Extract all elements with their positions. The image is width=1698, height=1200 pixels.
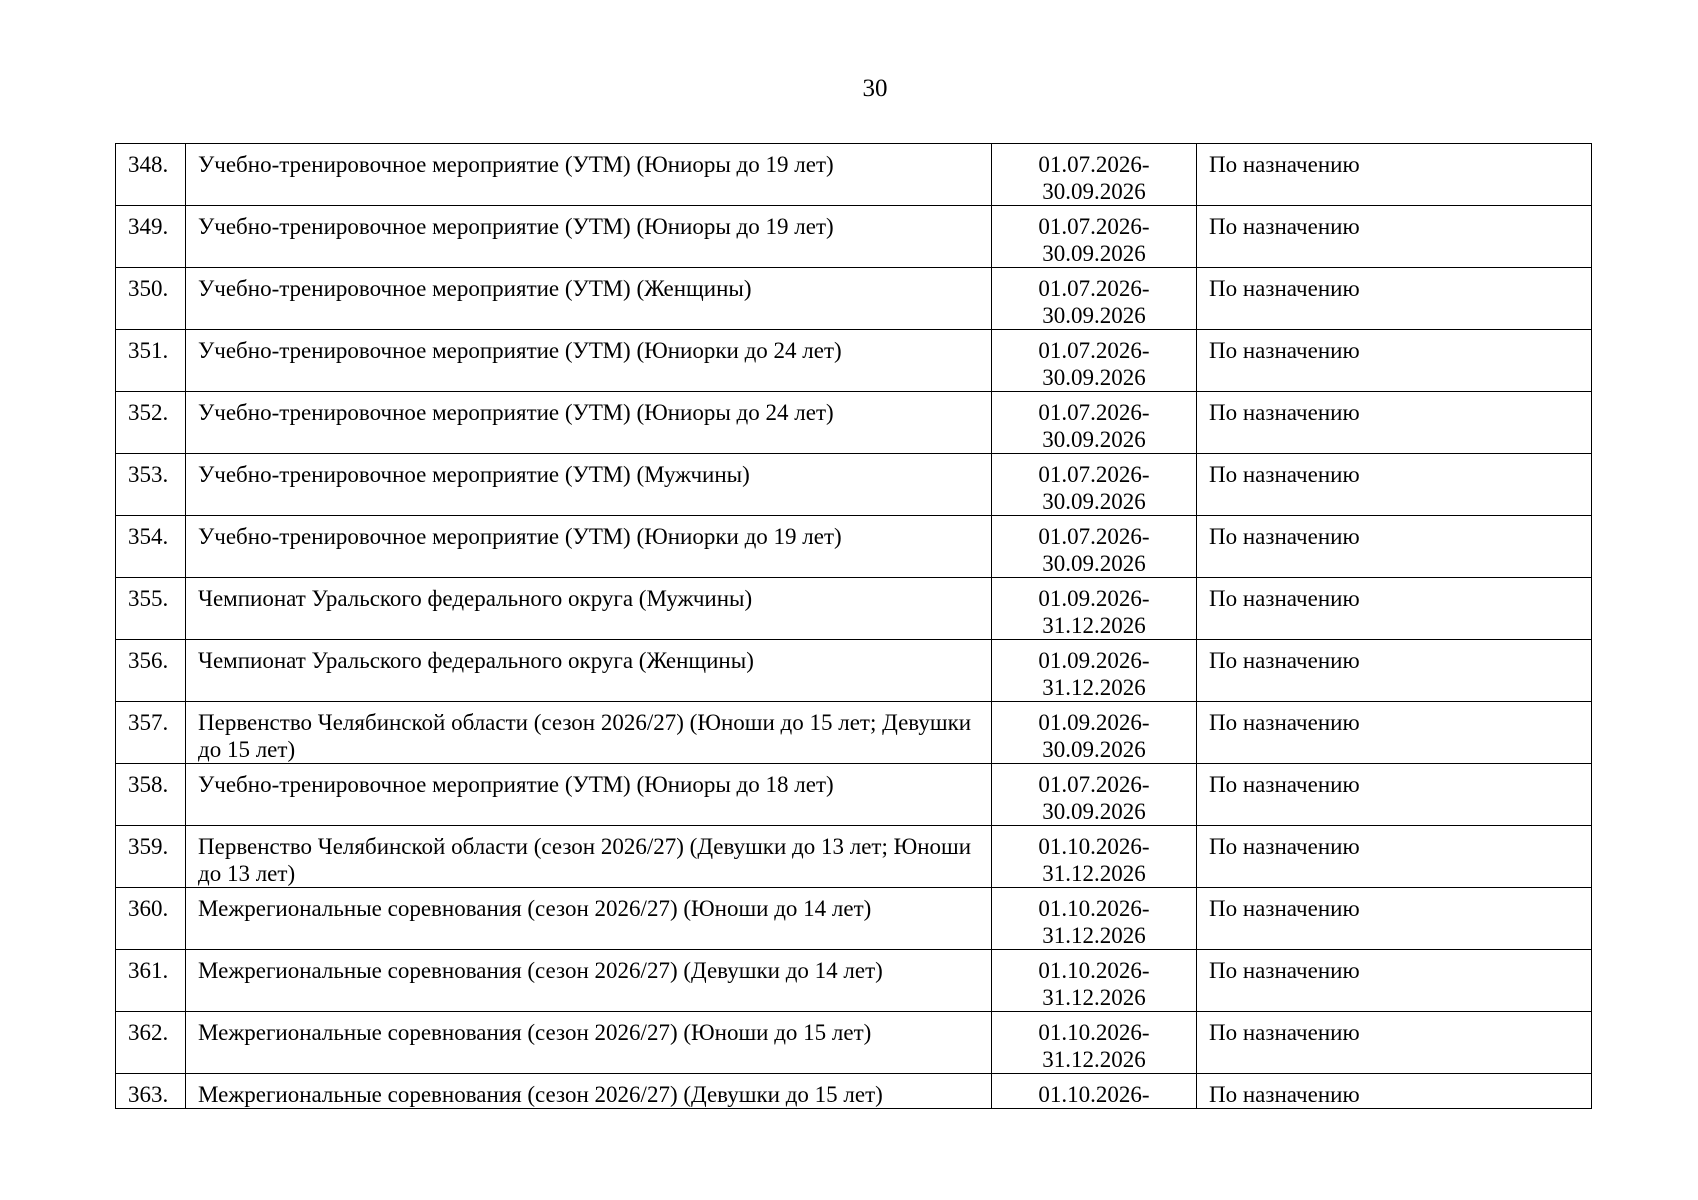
date-end: 30.09.2026 (1042, 551, 1146, 576)
date-start: 01.07.2026- (1038, 338, 1150, 363)
event-name: Учебно-тренировочное мероприятие (УТМ) (Женщины) (186, 268, 992, 330)
event-place: По назначению (1197, 888, 1592, 950)
row-number: 362. (116, 1012, 186, 1074)
date-start: 01.07.2026- (1038, 772, 1150, 797)
event-dates (992, 950, 1197, 1012)
event-place: По назначению (1197, 1074, 1592, 1109)
event-name: Чемпионат Уральского федерального округа (Мужчины) (186, 578, 992, 640)
table-row (116, 268, 1592, 330)
table-row (116, 1074, 1592, 1109)
row-number: 355. (116, 578, 186, 640)
event-dates (992, 702, 1197, 764)
date-end: 31.12.2026 (1042, 1047, 1146, 1072)
table-row (116, 764, 1592, 826)
row-number: 349. (116, 206, 186, 268)
table-row (116, 144, 1592, 206)
event-name: Межрегиональные соревнования (сезон 2026/27) (Девушки до 14 лет) (186, 950, 992, 1012)
event-dates (992, 826, 1197, 888)
date-end: 30.09.2026 (1042, 365, 1146, 390)
events-table (115, 143, 1592, 1109)
row-number: 356. (116, 640, 186, 702)
date-end: 31.12.2026 (1042, 923, 1146, 948)
event-dates (992, 330, 1197, 392)
event-dates (992, 640, 1197, 702)
event-dates (992, 144, 1197, 206)
table-row (116, 826, 1592, 888)
event-name: Учебно-тренировочное мероприятие (УТМ) (Юниорки до 19 лет) (186, 516, 992, 578)
event-name: Учебно-тренировочное мероприятие (УТМ) (Юниоры до 19 лет) (186, 144, 992, 206)
table-row (116, 578, 1592, 640)
event-name: Первенство Челябинской области (сезон 2026/27) (Юноши до 15 лет; Девушки до 15 лет) (186, 702, 992, 764)
row-number: 351. (116, 330, 186, 392)
date-start: 01.07.2026- (1038, 462, 1150, 487)
date-start: 01.09.2026- (1038, 710, 1150, 735)
row-number: 348. (116, 144, 186, 206)
date-end: 31.12.2026 (1042, 861, 1146, 886)
event-place: По назначению (1197, 268, 1592, 330)
event-dates (992, 206, 1197, 268)
date-start: 01.09.2026- (1038, 586, 1150, 611)
date-end: 30.09.2026 (1042, 489, 1146, 514)
table-row (116, 516, 1592, 578)
row-number: 360. (116, 888, 186, 950)
date-end: 30.09.2026 (1042, 179, 1146, 204)
date-end: 30.09.2026 (1042, 427, 1146, 452)
row-number: 361. (116, 950, 186, 1012)
event-place: По назначению (1197, 578, 1592, 640)
row-number: 357. (116, 702, 186, 764)
event-place: По назначению (1197, 826, 1592, 888)
date-start: 01.07.2026- (1038, 276, 1150, 301)
event-place: По назначению (1197, 392, 1592, 454)
table-row (116, 206, 1592, 268)
event-name: Межрегиональные соревнования (сезон 2026/27) (Юноши до 15 лет) (186, 1012, 992, 1074)
event-name: Межрегиональные соревнования (сезон 2026/27) (Юноши до 14 лет) (186, 888, 992, 950)
event-dates (992, 454, 1197, 516)
event-place: По назначению (1197, 206, 1592, 268)
date-end: 30.09.2026 (1042, 737, 1146, 762)
event-place: По назначению (1197, 702, 1592, 764)
event-place: По назначению (1197, 330, 1592, 392)
date-start: 01.10.2026- (1038, 958, 1150, 983)
row-number: 363. (116, 1074, 186, 1109)
row-number: 354. (116, 516, 186, 578)
table-row (116, 950, 1592, 1012)
date-end: 30.09.2026 (1042, 799, 1146, 824)
table-row (116, 888, 1592, 950)
row-number: 352. (116, 392, 186, 454)
event-place: По назначению (1197, 144, 1592, 206)
event-name: Учебно-тренировочное мероприятие (УТМ) (Юниоры до 19 лет) (186, 206, 992, 268)
date-start: 01.07.2026- (1038, 400, 1150, 425)
date-end: 31.12.2026 (1042, 985, 1146, 1010)
event-name: Чемпионат Уральского федерального округа (Женщины) (186, 640, 992, 702)
event-dates (992, 516, 1197, 578)
event-dates (992, 1074, 1197, 1109)
date-start: 01.09.2026- (1038, 648, 1150, 673)
event-dates (992, 888, 1197, 950)
event-place: По назначению (1197, 640, 1592, 702)
date-end: 31.12.2026 (1042, 613, 1146, 638)
date-end: 30.09.2026 (1042, 303, 1146, 328)
row-number: 353. (116, 454, 186, 516)
event-name: Учебно-тренировочное мероприятие (УТМ) (Юниорки до 24 лет) (186, 330, 992, 392)
event-name: Межрегиональные соревнования (сезон 2026/27) (Девушки до 15 лет) (186, 1074, 992, 1109)
date-start: 01.10.2026- (1038, 834, 1150, 859)
date-start: 01.10.2026- (1038, 1082, 1150, 1107)
table-row (116, 454, 1592, 516)
row-number: 358. (116, 764, 186, 826)
event-name: Учебно-тренировочное мероприятие (УТМ) (Мужчины) (186, 454, 992, 516)
event-place: По назначению (1197, 950, 1592, 1012)
event-place: По назначению (1197, 1012, 1592, 1074)
event-dates (992, 764, 1197, 826)
event-place: По назначению (1197, 516, 1592, 578)
event-name: Учебно-тренировочное мероприятие (УТМ) (Юниоры до 24 лет) (186, 392, 992, 454)
date-end: 31.12.2026 (1042, 675, 1146, 700)
table-row (116, 330, 1592, 392)
event-name: Учебно-тренировочное мероприятие (УТМ) (Юниоры до 18 лет) (186, 764, 992, 826)
date-start: 01.10.2026- (1038, 1020, 1150, 1045)
table-row (116, 392, 1592, 454)
event-name: Первенство Челябинской области (сезон 2026/27) (Девушки до 13 лет; Юноши до 13 лет) (186, 826, 992, 888)
table-row (116, 640, 1592, 702)
table-row (116, 702, 1592, 764)
date-start: 01.07.2026- (1038, 524, 1150, 549)
row-number: 359. (116, 826, 186, 888)
table-row (116, 1012, 1592, 1074)
event-place: По назначению (1197, 764, 1592, 826)
date-start: 01.10.2026- (1038, 896, 1150, 921)
event-dates (992, 578, 1197, 640)
event-place: По назначению (1197, 454, 1592, 516)
page-number: 30 (862, 75, 888, 102)
row-number: 350. (116, 268, 186, 330)
event-dates (992, 1012, 1197, 1074)
date-end: 30.09.2026 (1042, 241, 1146, 266)
event-dates (992, 392, 1197, 454)
event-dates (992, 268, 1197, 330)
date-start: 01.07.2026- (1038, 152, 1150, 177)
date-start: 01.07.2026- (1038, 214, 1150, 239)
